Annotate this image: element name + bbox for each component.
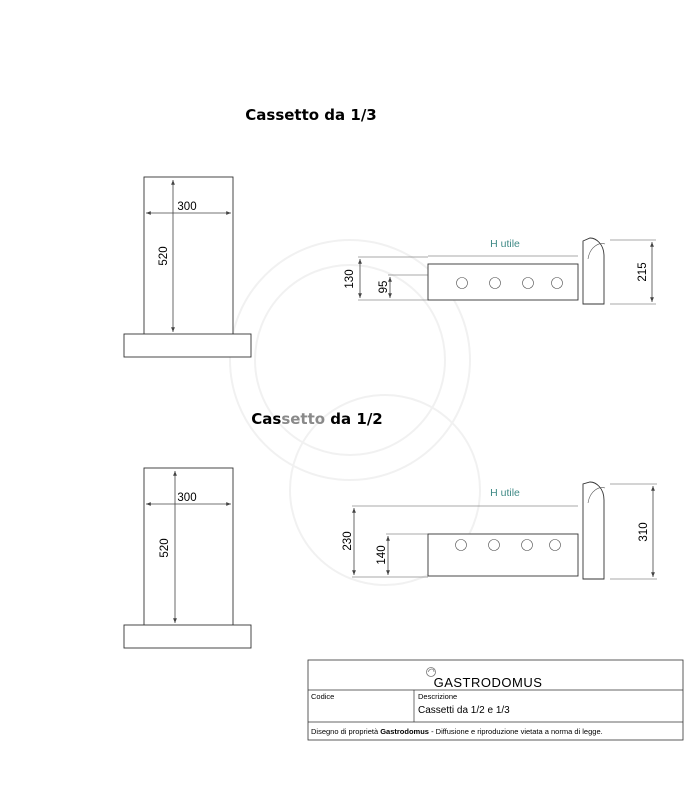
title-part-2: setto — [281, 410, 326, 428]
drawer-front-handle — [583, 238, 604, 304]
notice-company: Gastrodomus — [380, 727, 429, 736]
title-part-3: da 1/2 — [325, 410, 383, 428]
side-view-one-half — [342, 482, 657, 579]
width-dimension: 300 — [177, 492, 197, 504]
notice-suffix: - Diffusione e riproduzione vietata a norma di legge. — [428, 727, 603, 736]
ownership-notice — [311, 727, 603, 736]
total-height-dimension: 215 — [637, 262, 649, 282]
drawer-side-body — [428, 534, 578, 576]
useful-height-label: H utile — [490, 487, 520, 499]
depth-dimension: 520 — [159, 538, 171, 558]
title-part-1: Cas — [251, 410, 282, 428]
drawer-front-panel — [124, 334, 251, 357]
inner-height-dimension: 140 — [376, 545, 388, 565]
notice-prefix: Disegno di proprietà — [311, 727, 381, 736]
depth-dimension: 520 — [158, 246, 170, 266]
front-height-dimension: 230 — [342, 531, 354, 551]
drawing-title-one-half — [251, 410, 382, 428]
drawing-title-one-third: Cassetto da 1/3 — [245, 106, 377, 124]
drawer-front-handle — [583, 482, 604, 579]
front-height-dimension: 130 — [344, 269, 356, 289]
description-value: Cassetti da 1/2 e 1/3 — [418, 705, 510, 716]
useful-height-label: H utile — [490, 238, 520, 250]
inner-height-dimension: 95 — [378, 280, 390, 294]
drawer-side-body — [428, 264, 578, 300]
title-block — [308, 660, 683, 740]
top-view-one-half — [124, 468, 251, 648]
width-dimension: 300 — [177, 201, 197, 213]
description-label: Descrizione — [418, 692, 458, 701]
drawer-front-panel — [124, 625, 251, 648]
total-height-dimension: 310 — [638, 522, 650, 542]
code-label: Codice — [311, 692, 335, 701]
top-view-one-third — [124, 177, 251, 357]
company-name: GASTRODOMUS — [433, 675, 543, 690]
